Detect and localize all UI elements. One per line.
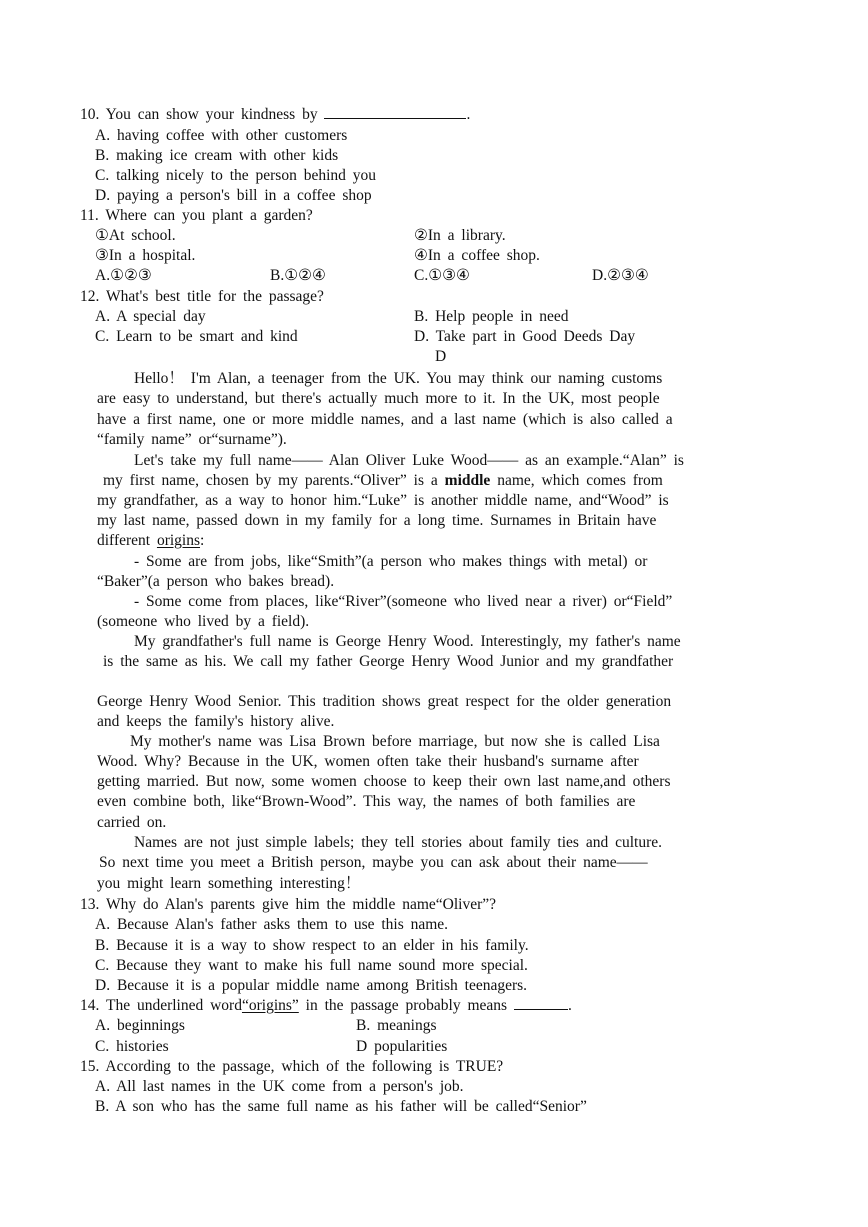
q11-place-2: ②In a library. (414, 227, 506, 244)
q13-option-d: D. Because it is a popular middle name among British teenagers. (95, 977, 528, 994)
q14-stem (80, 997, 572, 1015)
passage-line: “family name” or“surname”). (97, 431, 287, 448)
q14-option-a: A. beginnings (95, 1017, 185, 1034)
q10-stem-end: . (466, 106, 471, 123)
q14-stem-text: 14. The underlined word (80, 997, 242, 1014)
passage-line: even combine both, like“Brown-Wood”. This way, the names of both families are (97, 793, 636, 810)
q10-stem-text: 10. You can show your kindness by (80, 106, 318, 123)
q11-place-3: ③In a hospital. (95, 247, 196, 264)
passage-line: “Baker”(a person who bakes bread). (97, 573, 335, 590)
q15-option-b: B. A son who has the same full name as his father will be called“Senior” (95, 1098, 587, 1115)
q11-place-4: ④In a coffee shop. (414, 247, 540, 264)
q11-place-1: ①At school. (95, 227, 176, 244)
q11-option-d: D.②③④ (592, 267, 649, 284)
passage-line: my grandfather, as a way to honor him.“Luke” is another middle name, and“Wood” is (97, 492, 669, 509)
q11-option-c: C.①③④ (414, 267, 470, 284)
q10-option-b: B. making ice cream with other kids (95, 147, 339, 164)
passage-text: my first name, chosen by my parents.“Oliver” is a (103, 472, 438, 489)
q12-option-a: A. A special day (95, 308, 206, 325)
q14-underlined-word: “origins” (241, 997, 299, 1014)
passage-line: carried on. (97, 814, 167, 831)
passage-line: - Some are from jobs, like“Smith”(a person who makes things with metal) or (134, 553, 648, 570)
section-label: D (435, 348, 447, 365)
bold-word-middle: middle (444, 472, 491, 489)
q14-option-c: C. histories (95, 1038, 169, 1055)
passage-line: George Henry Wood Senior. This tradition shows great respect for the older generation (97, 693, 672, 710)
q13-option-b: B. Because it is a way to show respect to an elder in his family. (95, 937, 529, 954)
q11-option-a: A.①②③ (95, 267, 152, 284)
passage-line: My grandfather's full name is George Henry Wood. Interestingly, my father's name (134, 633, 681, 650)
q13-option-c: C. Because they want to make his full name sound more special. (95, 957, 528, 974)
passage-line: is the same as his. We call my father George Henry Wood Junior and my grandfather (103, 653, 674, 670)
passage-line: Wood. Why? Because in the UK, women often take their husband's surname after (97, 753, 639, 770)
q14-option-d: D popularities (356, 1038, 448, 1055)
passage-text: different (97, 532, 151, 549)
passage-line: Hello！ I'm Alan, a teenager from the UK. You may think our naming customs (134, 370, 663, 387)
q14-stem-text: in the passage probably means (305, 997, 508, 1014)
q15-option-a: A. All last names in the UK come from a person's job. (95, 1078, 464, 1095)
passage-line: are easy to understand, but there's actually much more to it. In the UK, most people (97, 390, 660, 407)
passage-line: Names are not just simple labels; they tell stories about family ties and culture. (134, 834, 662, 851)
passage-line (97, 532, 204, 550)
passage-line: My mother's name was Lisa Brown before marriage, but now she is called Lisa (130, 733, 660, 750)
q10-stem (80, 106, 470, 124)
passage-line (103, 472, 663, 490)
underlined-word-origins: origins (156, 532, 201, 549)
passage-line: my last name, passed down in my family for a long time. Surnames in Britain have (97, 512, 657, 529)
q14-stem-end: . (567, 997, 572, 1014)
q10-option-c: C. talking nicely to the person behind you (95, 167, 377, 184)
passage-line: and keeps the family's history alive. (97, 713, 335, 730)
passage-line: (someone who lived by a field). (97, 613, 310, 630)
q11-stem: 11. Where can you plant a garden? (80, 207, 313, 224)
answer-blank (514, 997, 568, 1010)
q10-option-d: D. paying a person's bill in a coffee shop (95, 187, 372, 204)
q11-option-b: B.①②④ (270, 267, 326, 284)
q12-stem: 12. What's best title for the passage? (80, 288, 324, 305)
passage-line: So next time you meet a British person, maybe you can ask about their name—— (99, 854, 648, 871)
passage-line: have a first name, one or more middle names, and a last name (which is also called a (97, 411, 673, 428)
q13-stem: 13. Why do Alan's parents give him the middle name“Oliver”? (80, 896, 497, 913)
passage-line: - Some come from places, like“River”(someone who lived near a river) or“Field” (134, 593, 673, 610)
q12-option-d: D. Take part in Good Deeds Day (414, 328, 636, 345)
q12-option-c: C. Learn to be smart and kind (95, 328, 298, 345)
q13-option-a: A. Because Alan's father asks them to use this name. (95, 916, 449, 933)
passage-text: : (200, 532, 205, 549)
passage-line: Let's take my full name—— Alan Oliver Luke Wood—— as an example.“Alan” is (134, 452, 684, 469)
q14-option-b: B. meanings (356, 1017, 437, 1034)
passage-line: you might learn something interesting！ (97, 875, 361, 892)
answer-blank (324, 106, 466, 119)
q15-stem: 15. According to the passage, which of the following is TRUE? (80, 1058, 504, 1075)
passage-text: name, which comes from (497, 472, 663, 489)
q12-option-b: B. Help people in need (414, 308, 569, 325)
q10-option-a: A. having coffee with other customers (95, 127, 348, 144)
passage-line: getting married. But now, some women choose to keep their own last name,and others (97, 773, 671, 790)
